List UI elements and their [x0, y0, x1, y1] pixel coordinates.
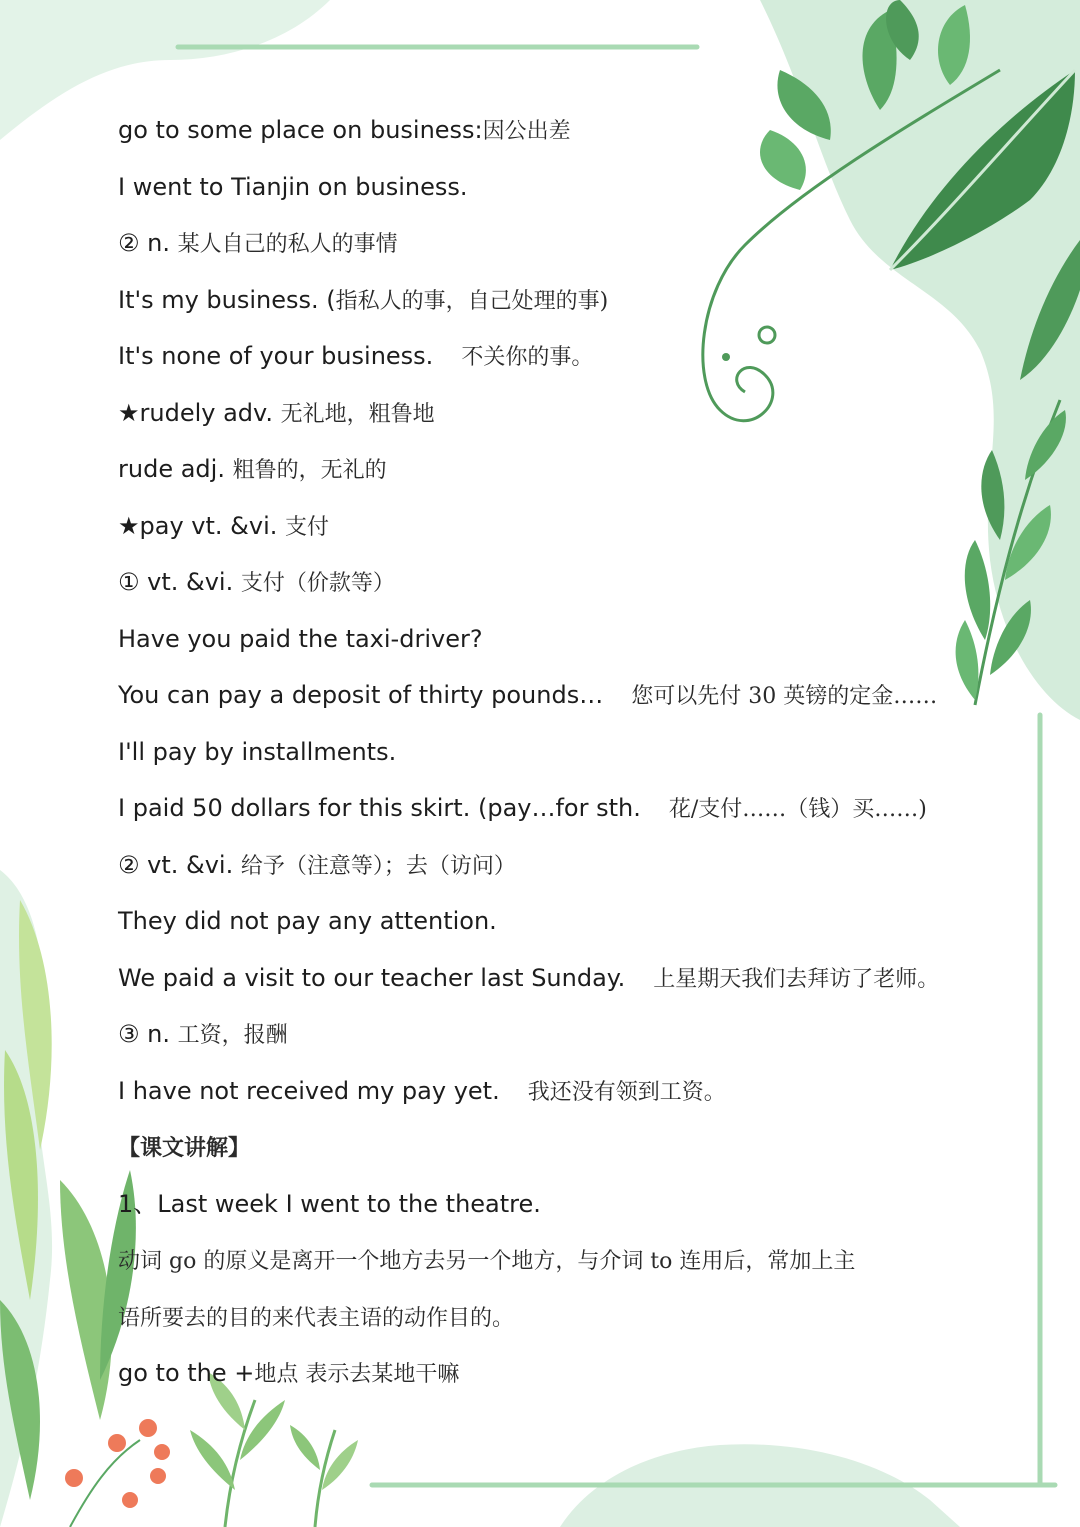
text-line: It's my business. (指私人的事，自己处理的事) — [118, 286, 609, 314]
text-line: ★rudely adv. 无礼地，粗鲁地 — [118, 399, 435, 427]
text-line: You can pay a deposit of thirty pounds… 您可以先付 30 英镑的定金…… — [118, 681, 938, 709]
text-line: ③ n. 工资，报酬 — [118, 1020, 288, 1048]
text-line: 动词 go 的原义是离开一个地方去另一个地方，与介词 to 连用后，常加上主 — [118, 1249, 856, 1274]
fern-leaf — [240, 1400, 285, 1460]
berry — [150, 1468, 166, 1484]
text-line: 语所要去的目的来代表主语的动作目的。 — [118, 1306, 515, 1331]
berry — [122, 1492, 138, 1508]
text-line: ★pay vt. &vi. 支付 — [118, 512, 330, 540]
text-line: I paid 50 dollars for this skirt. (pay…for sth. 花/支付……（钱）买……) — [118, 794, 927, 822]
berry — [154, 1444, 170, 1460]
leaf — [760, 130, 806, 190]
section-heading: 【课文讲解】 — [118, 1135, 251, 1161]
text-line: ② n. 某人自己的私人的事情 — [118, 229, 398, 257]
text-line: 1、Last week I went to the theatre. — [118, 1190, 541, 1218]
berry — [139, 1419, 157, 1437]
frond-leaf — [956, 620, 979, 700]
fern-leaf — [190, 1430, 235, 1490]
berry — [108, 1434, 126, 1452]
fern-leaf — [322, 1440, 358, 1490]
text-line: We paid a visit to our teacher last Sunday. 上星期天我们去拜访了老师。 — [118, 964, 940, 992]
frond-leaf — [965, 540, 990, 640]
text-line: ① vt. &vi. 支付（价款等） — [118, 568, 395, 596]
text-line: I'll pay by installments. — [118, 738, 397, 766]
text-line: go to the +地点 表示去某地干嘛 — [118, 1359, 460, 1387]
vine-dot — [759, 327, 775, 343]
text-line: go to some place on business:因公出差 — [118, 116, 571, 144]
vine-seed — [722, 353, 730, 361]
text-line: They did not pay any attention. — [118, 907, 497, 935]
fern-leaf — [290, 1425, 320, 1470]
text-line: rude adj. 粗鲁的，无礼的 — [118, 455, 387, 483]
berry — [65, 1469, 83, 1487]
text-line: I have not received my pay yet. 我还没有领到工资。 — [118, 1077, 726, 1105]
text-line: Have you paid the taxi-driver? — [118, 625, 483, 653]
text-line: ② vt. &vi. 给予（注意等）；去（访问） — [118, 851, 516, 879]
text-line: It's none of your business. 不关你的事。 — [118, 342, 594, 370]
text-line: I went to Tianjin on business. — [118, 173, 468, 201]
